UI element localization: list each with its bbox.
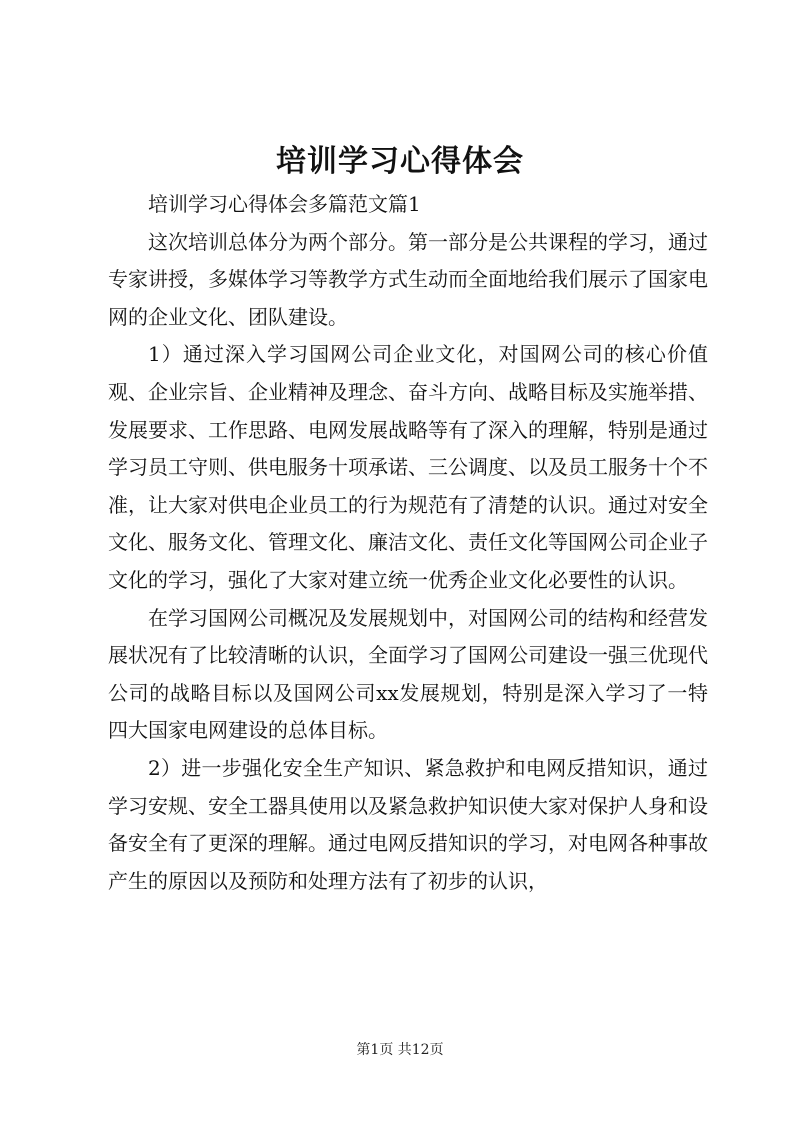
safety-paragraph: 2）进一步强化安全生产知识、紧急救护和电网反措知识，通过学习安规、安全工器具使用以及紧急救护知识使大家对保护人身和设备安全有了更深的理解。通过电网反措知识的学习，对电网各种事故产生的原因以及预防和处理方法有了初步的认识， [108, 755, 708, 893]
subtitle-paragraph: 培训学习心得体会多篇范文篇1 [148, 192, 421, 216]
page-number-footer: 第1页 共12页 [356, 1042, 444, 1058]
intro-paragraph: 这次培训总体分为两个部分。第一部分是公共课程的学习，通过专家讲授，多媒体学习等教学方式生动而全面地给我们展示了国家电网的企业文化、团队建设。 [108, 229, 708, 329]
document-title: 培训学习心得体会 [276, 144, 524, 179]
document-body [108, 186, 708, 900]
planning-paragraph: 在学习国网公司概况及发展规划中，对国网公司的结构和经营发展状况有了比较清晰的认识，全面学习了国网公司建设一强三优现代公司的战略目标以及国网公司xx发展规划，特别是深入学习了一特四大国家电网建设的总体目标。 [108, 605, 708, 743]
culture-paragraph: 1）通过深入学习国网公司企业文化，对国网公司的核心价值观、企业宗旨、企业精神及理念、奋斗方向、战略目标及实施举措、发展要求、工作思路、电网发展战略等有了深入的理解，特别是通过学习员工守则、供电服务十项承诺、三公调度、以及员工服务十个不准，让大家对供电企业员工的行为规范有了清楚的认识。通过对安全文化、服务文化、管理文化、廉洁文化、责任文化等国网公司企业子文化的学习，强化了大家对建立统一优秀企业文化必要性的认识。 [108, 342, 708, 592]
